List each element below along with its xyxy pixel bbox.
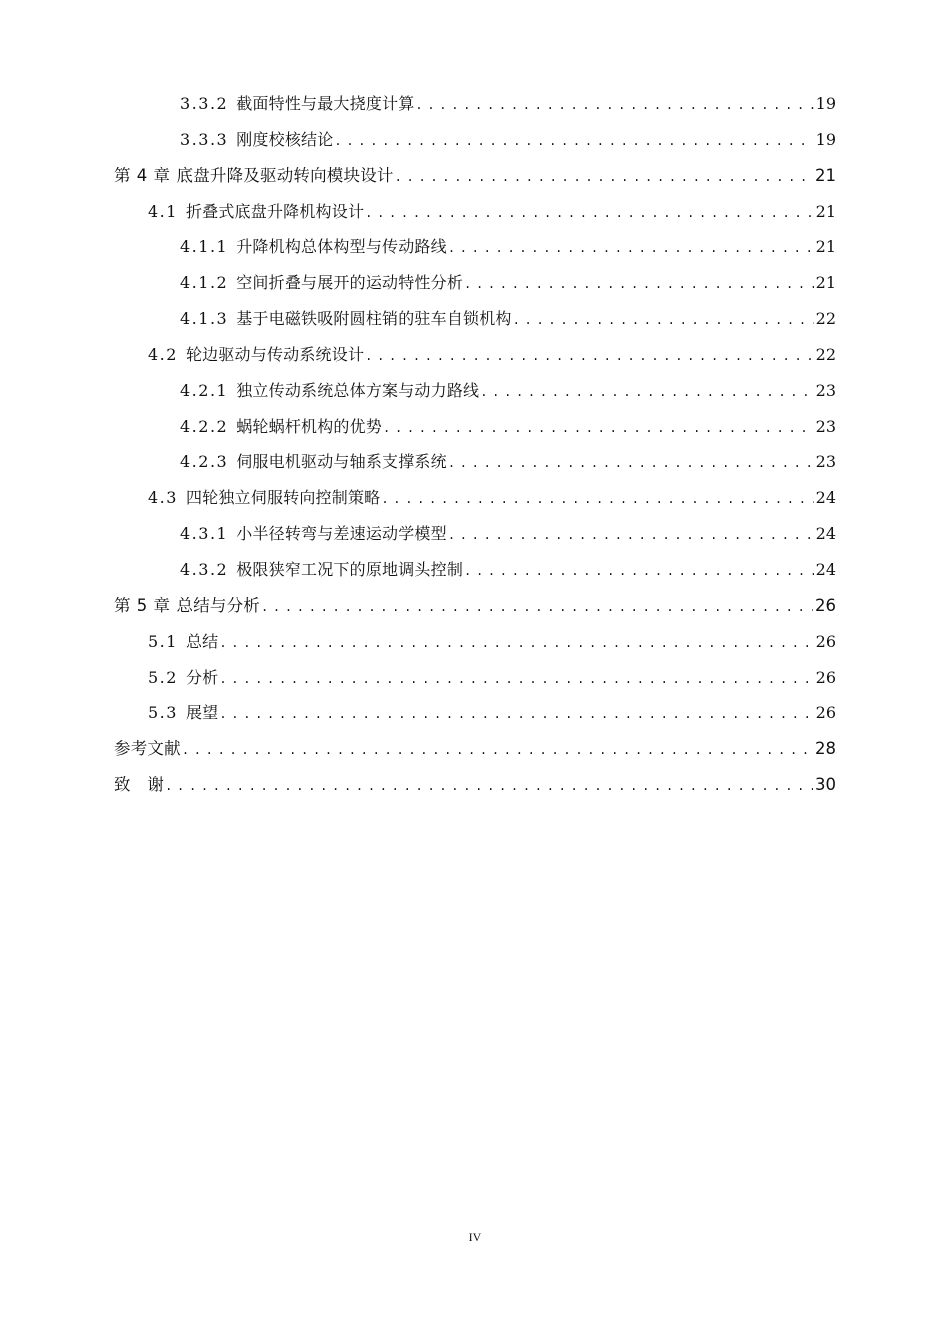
toc-entry-text <box>114 731 181 767</box>
toc-dot-leader <box>365 339 813 375</box>
toc-entry-page: 30 <box>815 775 836 795</box>
toc-entry-number: 3.3.3 <box>180 129 229 149</box>
toc-entry-text <box>148 624 218 660</box>
toc-entry-number: 5.2 <box>148 667 178 687</box>
toc-entry-title: 蜗轮蜗杆机构的优势 <box>236 416 383 436</box>
toc-entry-number: 4.1 <box>148 201 178 221</box>
toc-entry-page: 22 <box>815 344 836 364</box>
table-of-contents <box>114 86 836 803</box>
toc-entry-title: 截面特性与最大挠度计算 <box>236 94 415 113</box>
toc-entry-title: 轮边驱动与传动系统设计 <box>185 344 365 364</box>
toc-entry-page: 23 <box>815 416 836 436</box>
toc-entry[interactable] <box>114 624 836 660</box>
toc-entry-title: 小半径转弯与差速运动学模型 <box>236 524 447 544</box>
toc-entry[interactable] <box>114 409 836 445</box>
toc-entry-page: 23 <box>815 452 836 472</box>
toc-entry[interactable] <box>114 122 836 158</box>
toc-entry[interactable] <box>114 194 836 230</box>
toc-entry-title: 升降机构总体构型与传动路线 <box>236 237 447 257</box>
toc-entry-title: 独立传动系统总体方案与动力路线 <box>236 380 480 400</box>
toc-dot-leader <box>395 160 813 196</box>
toc-entry-text <box>180 265 463 301</box>
toc-entry-title: 空间折叠与展开的运动特性分析 <box>236 273 464 293</box>
toc-entry-number: 4.3.2 <box>180 559 229 579</box>
toc-dot-leader <box>480 375 813 411</box>
toc-entry-page: 24 <box>815 488 836 508</box>
toc-entry-page: 19 <box>815 94 836 113</box>
toc-entry-title: 四轮独立伺服转向控制策略 <box>185 488 381 508</box>
toc-dot-leader <box>182 733 813 769</box>
toc-dot-leader <box>219 662 813 698</box>
toc-entry-number: 第 5 章 <box>114 595 171 615</box>
toc-entry-page: 24 <box>815 524 836 544</box>
toc-entry-page: 19 <box>815 129 836 149</box>
toc-entry-page: 23 <box>815 380 836 400</box>
toc-entry-page: 21 <box>815 201 836 221</box>
toc-entry-title: 致 谢 <box>114 775 165 795</box>
toc-entry-text <box>180 516 447 552</box>
toc-dot-leader <box>464 267 814 303</box>
toc-entry-number: 4.3 <box>148 488 178 508</box>
toc-dot-leader <box>219 697 813 733</box>
toc-entry-number: 4.1.1 <box>180 237 229 257</box>
toc-entry-text <box>148 695 218 731</box>
toc-entry-number: 4.1.2 <box>180 273 229 293</box>
toc-entry-text <box>180 444 447 480</box>
toc-entry-number: 4.1.3 <box>180 309 229 329</box>
toc-entry-number: 5.3 <box>148 703 178 723</box>
toc-entry-page: 28 <box>815 739 836 759</box>
page-number: IV <box>468 1230 482 1244</box>
toc-entry-page: 26 <box>815 631 836 651</box>
toc-entry-text <box>180 86 414 122</box>
toc-entry[interactable] <box>114 480 836 516</box>
toc-entry-page: 26 <box>815 667 836 687</box>
toc-entry[interactable] <box>114 265 836 301</box>
toc-entry[interactable] <box>114 516 836 552</box>
toc-entry-page: 21 <box>815 273 836 293</box>
toc-dot-leader <box>464 554 814 590</box>
toc-dot-leader <box>381 482 813 518</box>
toc-entry-number: 3.3.2 <box>180 94 229 113</box>
toc-entry[interactable] <box>114 158 836 194</box>
toc-entry-page: 21 <box>815 165 836 185</box>
toc-dot-leader <box>513 303 814 339</box>
toc-entry-text <box>180 229 447 265</box>
toc-entry-text <box>148 194 364 230</box>
toc-entry-title: 极限狭窄工况下的原地调头控制 <box>236 559 464 579</box>
toc-entry-text <box>114 767 164 803</box>
toc-entry-title: 参考文献 <box>114 739 181 759</box>
toc-dot-leader <box>261 590 813 626</box>
toc-dot-leader <box>165 769 813 805</box>
toc-entry-title: 总结 <box>185 631 219 651</box>
toc-entry[interactable] <box>114 767 836 803</box>
toc-entry-page: 24 <box>815 559 836 579</box>
toc-entry[interactable] <box>114 301 836 337</box>
toc-entry[interactable] <box>114 86 836 122</box>
toc-entry-title: 总结与分析 <box>176 595 260 615</box>
toc-entry-page: 26 <box>815 595 836 615</box>
toc-entry[interactable] <box>114 337 836 373</box>
toc-entry-text <box>180 122 333 158</box>
toc-entry-text <box>148 480 380 516</box>
toc-entry-text <box>180 552 463 588</box>
toc-dot-leader <box>383 411 814 447</box>
toc-dot-leader <box>448 446 814 482</box>
toc-dot-leader <box>415 88 813 124</box>
toc-entry-text <box>114 588 260 624</box>
toc-entry-title: 伺服电机驱动与轴系支撑系统 <box>236 452 447 472</box>
toc-entry-text <box>180 301 512 337</box>
toc-entry-number: 4.2.2 <box>180 416 229 436</box>
toc-entry-number: 第 4 章 <box>114 165 171 185</box>
toc-entry-title: 折叠式底盘升降机构设计 <box>185 201 365 221</box>
toc-entry-text <box>148 660 218 696</box>
toc-entry-title: 刚度校核结论 <box>236 129 334 149</box>
toc-entry-number: 4.3.1 <box>180 524 229 544</box>
toc-entry-title: 底盘升降及驱动转向模块设计 <box>176 165 394 185</box>
toc-entry[interactable] <box>114 731 836 767</box>
toc-dot-leader <box>448 518 814 554</box>
toc-dot-leader <box>219 626 813 662</box>
toc-entry[interactable] <box>114 588 836 624</box>
toc-entry-number: 4.2.1 <box>180 380 229 400</box>
toc-entry[interactable] <box>114 444 836 480</box>
toc-entry-number: 4.2.3 <box>180 452 229 472</box>
toc-entry-number: 4.2 <box>148 344 178 364</box>
toc-entry[interactable] <box>114 552 836 588</box>
toc-entry-page: 21 <box>815 237 836 257</box>
toc-dot-leader <box>448 231 814 267</box>
toc-entry-title: 分析 <box>185 667 219 687</box>
toc-entry-text <box>180 373 479 409</box>
toc-entry-title: 展望 <box>185 703 219 723</box>
toc-dot-leader <box>365 196 813 232</box>
toc-dot-leader <box>334 124 813 160</box>
toc-entry[interactable] <box>114 373 836 409</box>
toc-entry-title: 基于电磁铁吸附圆柱销的驻车自锁机构 <box>236 309 512 329</box>
toc-entry-text <box>148 337 364 373</box>
toc-entry-text <box>180 409 382 445</box>
toc-entry[interactable] <box>114 660 836 696</box>
toc-entry[interactable] <box>114 695 836 731</box>
toc-entry-page: 22 <box>815 309 836 329</box>
toc-entry-number: 5.1 <box>148 631 178 651</box>
toc-entry-page: 26 <box>815 703 836 723</box>
toc-entry[interactable] <box>114 229 836 265</box>
toc-entry-text <box>114 158 394 194</box>
